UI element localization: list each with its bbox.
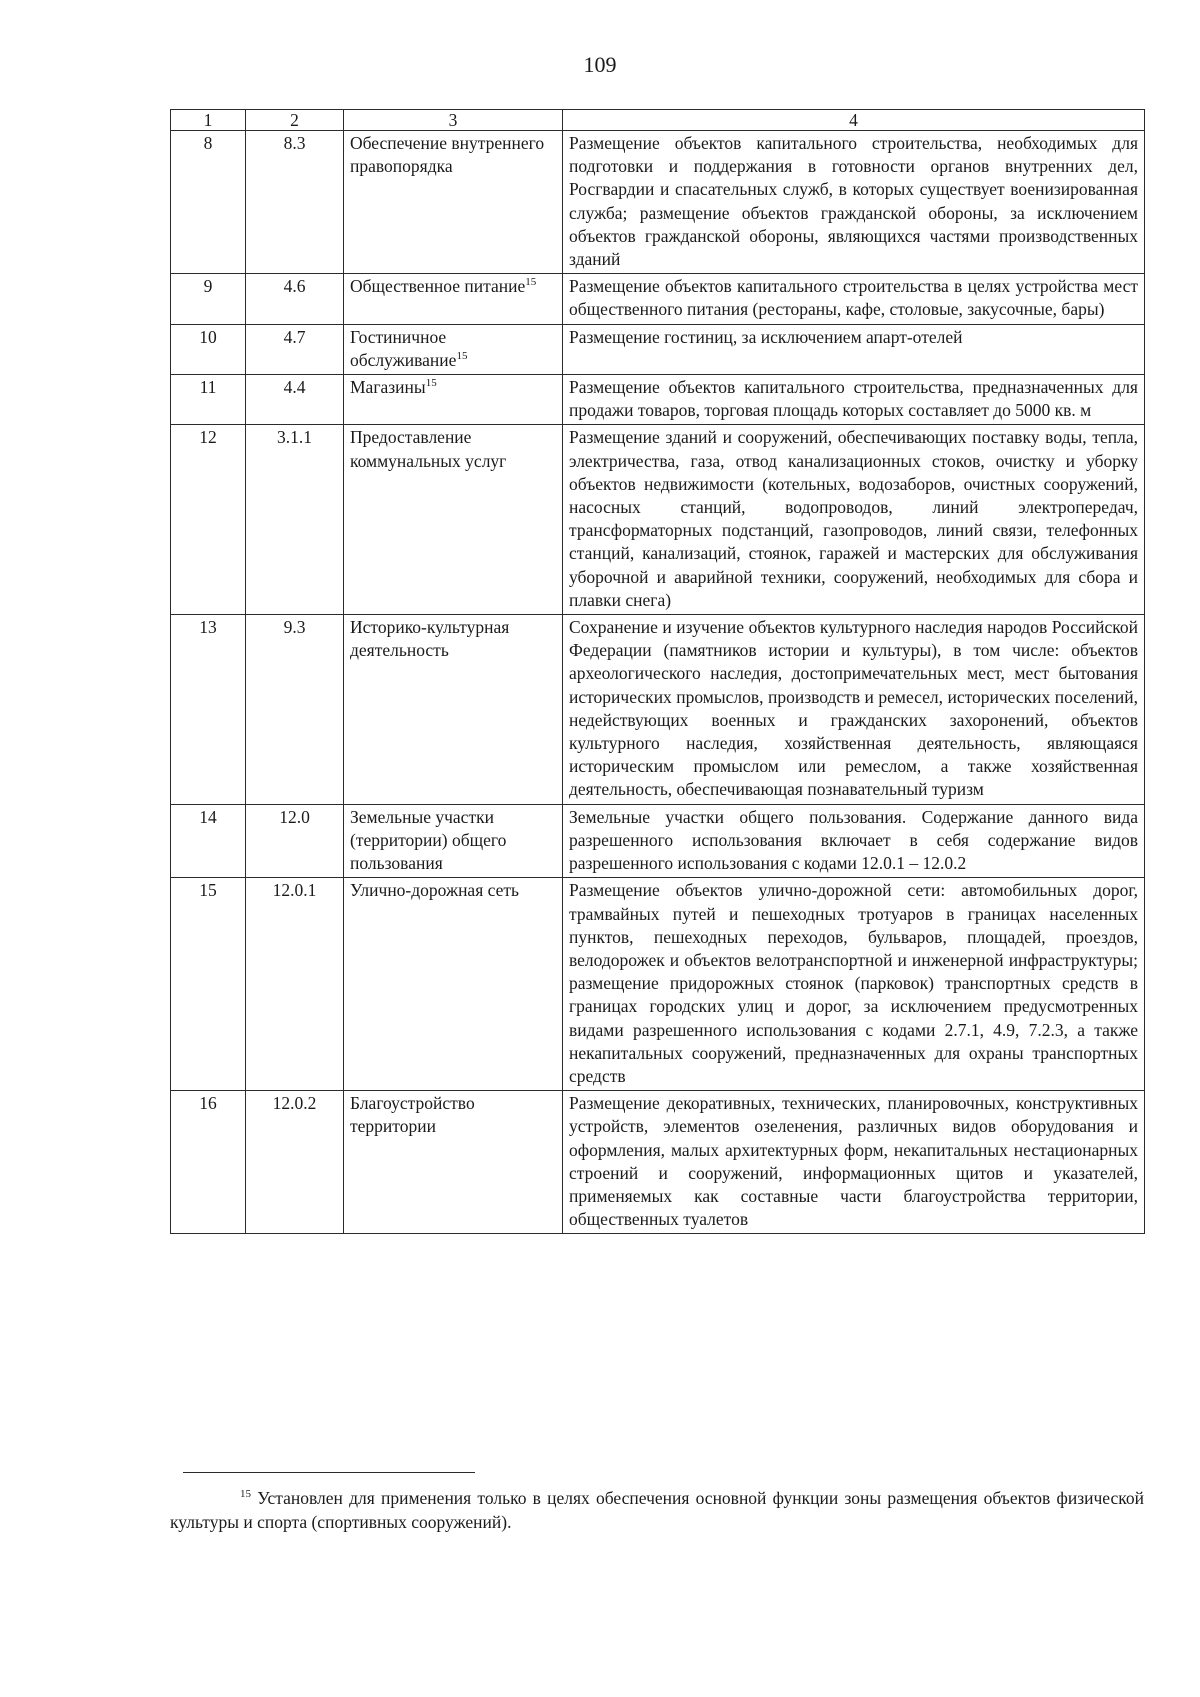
row-code-cell bbox=[246, 804, 344, 878]
footnote-mark: 15 bbox=[240, 1488, 251, 1501]
row-code-text: 8.3 bbox=[283, 133, 306, 153]
table-row bbox=[171, 878, 1145, 1091]
row-code-cell bbox=[246, 615, 344, 805]
row-code-cell bbox=[246, 425, 344, 615]
row-number-cell bbox=[171, 324, 246, 374]
row-name-cell bbox=[344, 804, 563, 878]
row-description-text: Размещение гостиниц, за исключением апарт-отелей bbox=[569, 326, 963, 347]
row-description-cell bbox=[563, 425, 1145, 615]
row-code-cell bbox=[246, 1091, 344, 1234]
row-description-cell bbox=[563, 131, 1145, 274]
row-number-cell bbox=[171, 615, 246, 805]
row-description-text: Размещение объектов капитального строительства, предназначенных для продажи товаров, торговая площадь которых составляет до 5000 кв. м bbox=[569, 377, 1138, 421]
row-name-cell bbox=[344, 615, 563, 805]
row-name-cell bbox=[344, 324, 563, 374]
row-description-cell bbox=[563, 804, 1145, 878]
row-number-text: 13 bbox=[199, 617, 217, 638]
row-code-cell bbox=[246, 324, 344, 374]
row-name-text: Общественное питание bbox=[350, 276, 526, 297]
page-number: 109 bbox=[583, 52, 617, 77]
row-code-cell bbox=[246, 274, 344, 324]
row-number-text: 15 bbox=[199, 880, 217, 901]
row-description-cell bbox=[563, 615, 1145, 805]
row-code-text: 3.1.1 bbox=[277, 427, 312, 448]
table-row bbox=[171, 324, 1145, 374]
row-name-text: Земельные участки (территории) общего пользования bbox=[350, 806, 507, 874]
row-code-text: 4.4 bbox=[283, 377, 306, 398]
row-description-text: Размещение декоративных, технических, планировочных, конструктивных устройств, элементов озеленения, различных видов оборудования и оформления, малых архитектурных форм, некапитальных нестационарных строений и сооружений, информационных щитов и указателей, применяемых как составные части благоустройства территории, общественных туалетов bbox=[569, 1093, 1138, 1230]
footnote bbox=[170, 1486, 1144, 1534]
header-cell: 1 bbox=[171, 110, 246, 131]
row-number-cell bbox=[171, 274, 246, 324]
row-description-text: Размещение объектов капитального строительства в целях устройства мест общественного питания (рестораны, кафе, столовые, закусочные, бары) bbox=[569, 276, 1138, 320]
row-code-text: 4.6 bbox=[283, 276, 306, 297]
row-description-text: Размещение объектов капитального строительства, необходимых для подготовки и поддержания в готовности органов внутренних дел, Росгвардии и спасательных служб, в которых существует военизированная служба; размещение объектов гражданской обороны, за исключением объектов гражданской обороны, являющихся частями производственных зданий bbox=[569, 133, 1138, 270]
row-name-cell bbox=[344, 1091, 563, 1234]
row-description-text: Сохранение и изучение объектов культурного наследия народов Российской Федерации (памятников истории и культуры), в том числе: объектов археологического наследия, достопримечательных мест, мест бытования исторических промыслов, производств и ремесел, исторических поселений, недействующих военных и гражданских захоронений, объектов культурного наследия, хозяйственная деятельность, являющаяся историческим промыслом или ремеслом, а также хозяйственная деятельность, обеспечивающая познавательный туризм bbox=[569, 617, 1138, 800]
row-name-text: Магазины bbox=[350, 377, 426, 398]
header-cell: 4 bbox=[563, 110, 1145, 131]
table-row bbox=[171, 615, 1145, 805]
row-name-cell bbox=[344, 375, 563, 425]
row-code-text: 12.0.2 bbox=[272, 1093, 317, 1114]
row-name-text: Предоставление коммунальных услуг bbox=[350, 427, 507, 471]
footnote-reference: 15 bbox=[456, 350, 468, 362]
table-row bbox=[171, 131, 1145, 274]
row-code-cell bbox=[246, 131, 344, 274]
header-cell: 2 bbox=[246, 110, 344, 131]
row-number-cell bbox=[171, 1091, 246, 1234]
row-number-cell bbox=[171, 375, 246, 425]
row-description-text: Земельные участки общего пользования. Содержание данного вида разрешенного использования включает в себя содержание видов разрешенного использования с кодами 12.0.1 – 12.0.2 bbox=[569, 806, 1138, 874]
table-header-row bbox=[171, 110, 1145, 131]
row-code-cell bbox=[246, 878, 344, 1091]
footnote-reference: 15 bbox=[525, 276, 537, 289]
row-code-text: 4.7 bbox=[283, 326, 306, 347]
row-number-text: 14 bbox=[199, 806, 217, 827]
row-description-text: Размещение объектов улично-дорожной сети: автомобильных дорог, трамвайных путей и пешеходных тротуаров в границах населенных пунктов, пешеходных переходов, бульваров, площадей, проездов, велодорожек и объектов велотранспортной и инженерной инфраструктуры; размещение придорожных стоянок (парковок) транспортных средств в границах городских улиц и дорог, за исключением предусмотренных видами разрешенного использования с кодами 2.7.1, 4.9, 7.2.3, а также некапитальных сооружений, предназначенных для охраны транспортных средств bbox=[569, 880, 1138, 1086]
row-description-cell bbox=[563, 274, 1145, 324]
row-name-cell bbox=[344, 425, 563, 615]
row-code-text: 12.0.1 bbox=[272, 880, 317, 901]
footnote-text: Установлен для применения только в целях обеспечения основной функции зоны размещения объектов физической культуры и спорта (спортивных сооружений). bbox=[170, 1488, 1145, 1532]
table-row bbox=[171, 274, 1145, 324]
table-row bbox=[171, 425, 1145, 615]
row-number-text: 9 bbox=[203, 276, 213, 297]
row-number-text: 11 bbox=[199, 377, 217, 398]
table-row bbox=[171, 1091, 1145, 1234]
land-use-table bbox=[170, 109, 1145, 1234]
row-description-cell bbox=[563, 375, 1145, 425]
footnote-reference: 15 bbox=[425, 377, 437, 390]
row-number-cell bbox=[171, 131, 246, 274]
table-row bbox=[171, 804, 1145, 878]
row-number-cell bbox=[171, 425, 246, 615]
row-code-cell bbox=[246, 375, 344, 425]
row-name-cell bbox=[344, 131, 563, 274]
row-number-cell bbox=[171, 878, 246, 1091]
row-description-cell bbox=[563, 324, 1145, 374]
row-name-text: Благоустройство территории bbox=[350, 1093, 475, 1137]
row-description-cell bbox=[563, 1091, 1145, 1234]
row-name-text: Обеспечение внутреннего правопорядка bbox=[350, 133, 545, 177]
row-number-cell bbox=[171, 804, 246, 878]
row-number-text: 10 bbox=[199, 326, 217, 347]
row-name-text: Гостиничное обслуживание bbox=[350, 326, 457, 370]
row-code-text: 9.3 bbox=[283, 617, 306, 638]
row-number-text: 12 bbox=[199, 427, 217, 448]
row-description-cell bbox=[563, 878, 1145, 1091]
row-description-text: Размещение зданий и сооружений, обеспечивающих поставку воды, тепла, электричества, газа, отвод канализационных стоков, очистку и уборку объектов недвижимости (котельных, водозаборов, очистных сооружений, насосных станций, водопроводов, линий электропередач, трансформаторных подстанций, газопроводов, линий связи, телефонных станций, канализаций, стоянок, гаражей и мастерских для обслуживания уборочной и аварийной техники, сооружений, необходимых для сбора и плавки снега) bbox=[569, 427, 1138, 610]
row-name-cell bbox=[344, 878, 563, 1091]
row-number-text: 16 bbox=[199, 1093, 217, 1114]
row-name-text: Историко-культурная деятельность bbox=[350, 617, 510, 661]
footnote-separator bbox=[183, 1472, 475, 1473]
header-cell: 3 bbox=[344, 110, 563, 131]
row-code-text: 12.0 bbox=[279, 806, 310, 827]
table-row bbox=[171, 375, 1145, 425]
row-name-cell bbox=[344, 274, 563, 324]
row-number-text: 8 bbox=[203, 133, 213, 153]
row-name-text: Улично-дорожная сеть bbox=[350, 880, 520, 901]
